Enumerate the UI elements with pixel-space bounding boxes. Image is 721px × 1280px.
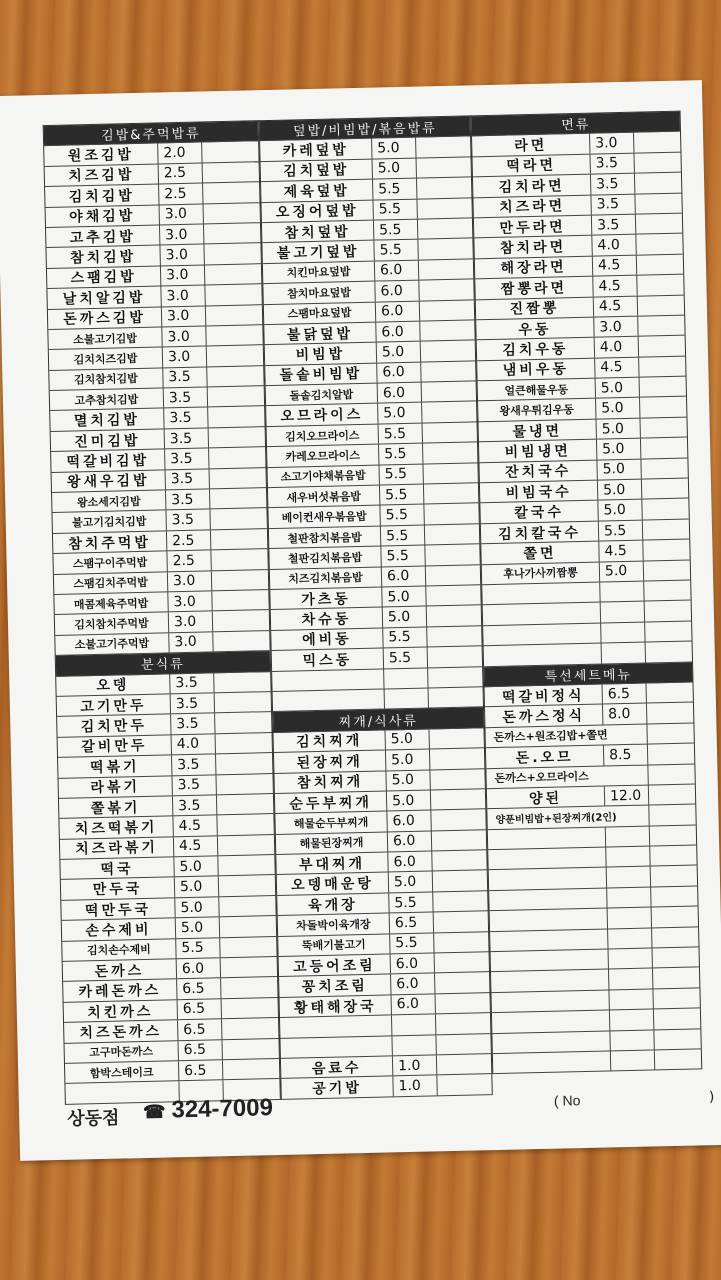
menu-item-name xyxy=(490,929,608,951)
menu-item-name xyxy=(483,603,601,625)
menu-item-price: 6.5 xyxy=(603,683,647,703)
menu-item-name: 해물된장찌개 xyxy=(276,832,388,854)
menu-item-name: 야채김밥 xyxy=(46,205,160,227)
menu-item-name: 우동 xyxy=(476,318,594,340)
menu-item-price: 3.5 xyxy=(165,428,209,448)
menu-item-name xyxy=(492,1031,610,1053)
menu-item-name: 라면 xyxy=(472,134,590,156)
menu-item-name: 참치덮밥 xyxy=(262,221,374,243)
menu-item-price: 6.0 xyxy=(375,260,419,280)
menu-item-price: 4.5 xyxy=(173,816,217,836)
menu-item-name: 해장라면 xyxy=(475,256,593,278)
menu-item-name: 고기만두 xyxy=(57,694,171,716)
menu-item-name: 된장찌개 xyxy=(274,751,386,773)
menu-item-price: 5.0 xyxy=(597,439,641,459)
menu-item-price: 5.5 xyxy=(379,464,423,484)
menu-item-name: 얼큰해물우동 xyxy=(478,379,596,401)
menu-item-price: 5.0 xyxy=(600,561,644,581)
menu-item-name: 치즈라면 xyxy=(473,195,591,217)
menu-item-name: 진짬뽕 xyxy=(476,297,594,319)
menu-item-name: 오뎅매운탕 xyxy=(277,873,389,895)
menu-column-1 xyxy=(43,120,281,1104)
menu-item-price: 5.0 xyxy=(598,480,642,500)
menu-item-price xyxy=(384,668,428,688)
menu-item-price: 6.0 xyxy=(177,958,221,978)
menu-item-price: 6.5 xyxy=(179,1060,223,1080)
menu-item-name: 참치김밥 xyxy=(46,246,160,268)
menu-item-price: 3.0 xyxy=(160,204,204,224)
menu-item-name xyxy=(280,1016,392,1038)
menu-item-price: 5.5 xyxy=(374,240,418,260)
menu-item-price: 6.0 xyxy=(382,566,426,586)
menu-item-name: 돈까스김밥 xyxy=(48,307,162,329)
menu-item-name: 카레돈까스 xyxy=(63,980,177,1002)
menu-item-price: 5.5 xyxy=(379,423,423,443)
menu-item-price: 6.0 xyxy=(376,301,420,321)
menu-item-price: 3.0 xyxy=(161,265,205,285)
menu-item-name: 치킨마요덮밥 xyxy=(263,261,375,283)
menu-item-price xyxy=(601,602,645,622)
menu-item-price: 5.0 xyxy=(372,138,416,158)
menu-item-price: 3.0 xyxy=(169,632,213,652)
menu-row xyxy=(281,1075,491,1100)
menu-item-price: 3.5 xyxy=(166,469,210,489)
menu-item-price: 4.5 xyxy=(174,836,218,856)
menu-item-name: 참치찌개 xyxy=(274,771,386,793)
store-name: 상동점 xyxy=(67,1107,120,1129)
menu-item-name: 칼국수 xyxy=(480,501,598,523)
menu-item-price: 4.5 xyxy=(593,255,637,275)
menu-item-price: 5.0 xyxy=(383,607,427,627)
menu-item-name xyxy=(488,827,606,849)
menu-item-price: 3.5 xyxy=(170,673,214,693)
menu-item-price: 6.0 xyxy=(375,281,419,301)
menu-item-price: 5.0 xyxy=(598,500,642,520)
menu-item-name: 물냉면 xyxy=(479,419,597,441)
menu-item-price: 5.5 xyxy=(380,485,424,505)
menu-item-price: 4.5 xyxy=(593,276,637,296)
menu-item-name: 쫄면 xyxy=(481,542,599,564)
menu-item-name: 믹스동 xyxy=(272,649,384,671)
menu-item-price: 5.0 xyxy=(597,459,641,479)
menu-item-price xyxy=(611,1050,655,1070)
menu-item-name: 김치치즈김밥 xyxy=(49,348,163,370)
menu-item-price: 5.5 xyxy=(373,179,417,199)
menu-item-price xyxy=(607,887,651,907)
menu-item-name: 불닭덮밥 xyxy=(264,322,376,344)
menu-item-name: 베이컨새우볶음밥 xyxy=(268,506,380,528)
menu-item-name: 고구마돈까스 xyxy=(65,1041,179,1063)
menu-item-name: 고등어조림 xyxy=(279,954,391,976)
menu-item-name: 손수제비 xyxy=(62,919,176,941)
menu-item-name: 김치참치주먹밥 xyxy=(55,613,169,635)
menu-item-price xyxy=(609,948,653,968)
menu-item-price xyxy=(608,908,652,928)
menu-item-name: 치즈김치볶음밥 xyxy=(270,567,382,589)
menu-item-name: 불고기덮밥 xyxy=(262,241,374,263)
menu-item-price: 3.5 xyxy=(164,387,208,407)
menu-item-price: 5.0 xyxy=(175,897,219,917)
menu-item-price: 5.5 xyxy=(374,220,418,240)
menu-item-name: 육개장 xyxy=(277,893,389,915)
menu-item-price: 6.5 xyxy=(177,979,221,999)
menu-item-price: 5.0 xyxy=(596,418,640,438)
menu-item-price: 3.5 xyxy=(590,153,634,173)
menu-item-price: 5.5 xyxy=(390,933,434,953)
menu-item-name xyxy=(492,1011,610,1033)
menu-item-price xyxy=(601,622,645,642)
menu-item-price: 6.5 xyxy=(390,913,434,933)
menu-item-price: 6.5 xyxy=(178,1040,222,1060)
menu-item-price: 5.5 xyxy=(381,546,425,566)
menu-row xyxy=(493,1049,701,1074)
menu-item-name: 고추김밥 xyxy=(46,225,160,247)
menu-item-name: 카레덮밥 xyxy=(260,139,372,161)
menu-item-name: 비빔국수 xyxy=(480,481,598,503)
menu-item-name: 냄비우동 xyxy=(477,358,595,380)
menu-item-price: 2.5 xyxy=(167,551,211,571)
menu-item-price: 2.5 xyxy=(159,163,203,183)
menu-item-price: 4.5 xyxy=(594,296,638,316)
menu-item-price: 3.0 xyxy=(168,591,212,611)
menu-item-name: 가츠동 xyxy=(270,587,382,609)
menu-item-name: 공기밥 xyxy=(281,1077,393,1099)
menu-item-name: 철판김치볶음밥 xyxy=(269,547,381,569)
menu-item-price: 4.0 xyxy=(172,734,216,754)
menu-item-name: 잔치국수 xyxy=(479,460,597,482)
menu-item-price: 5.5 xyxy=(599,520,643,540)
menu-item-price: 6.5 xyxy=(178,999,222,1019)
menu-item-name: 소불고기김밥 xyxy=(48,327,162,349)
menu-item-price: 3.5 xyxy=(164,408,208,428)
menu-item-price: 3.5 xyxy=(171,714,215,734)
menu-item-price: 4.0 xyxy=(595,337,639,357)
menu-item-price: 3.0 xyxy=(169,612,213,632)
section-title: 면류 xyxy=(561,117,591,134)
menu-item-price: 5.0 xyxy=(385,729,429,749)
section-title: 김밥&주먹밥류 xyxy=(101,126,201,144)
menu-item-name: 치즈라볶기 xyxy=(60,837,174,859)
menu-item-name: 비빔밥 xyxy=(265,343,377,365)
menu-item-name xyxy=(491,990,609,1012)
menu-item-name xyxy=(272,669,384,691)
phone-text: 324-7009 xyxy=(171,1094,274,1124)
menu-item-name: 왕소세지김밥 xyxy=(52,490,166,512)
menu-item-name: 김치찌개 xyxy=(274,730,386,752)
menu-column-3 xyxy=(471,111,703,1075)
menu-item-price: 5.5 xyxy=(384,648,428,668)
menu-item-price: 5.5 xyxy=(379,444,423,464)
menu-item-name: 참치라면 xyxy=(474,236,592,258)
menu-item-name: 오뎅 xyxy=(56,674,170,696)
order-number-label: ( No xyxy=(553,1092,581,1109)
menu-item-name xyxy=(484,644,602,666)
menu-item-price xyxy=(606,847,650,867)
menu-item-price: 4.5 xyxy=(599,541,643,561)
menu-item-name: 만두라면 xyxy=(474,216,592,238)
menu-item-name: 김치만두 xyxy=(57,715,171,737)
menu-item-name: 오므라이스 xyxy=(266,404,378,426)
menu-item-price: 6.0 xyxy=(392,994,436,1014)
menu-item-name: 고추참치김밥 xyxy=(50,388,164,410)
menu-item-price: 3.0 xyxy=(163,347,207,367)
menu-item-name: 차슈동 xyxy=(271,608,383,630)
menu-item-name: 갈비만두 xyxy=(58,735,172,757)
menu-item-price xyxy=(607,867,651,887)
menu-item-price: 5.0 xyxy=(378,403,422,423)
menu-item-name: 뚝배기불고기 xyxy=(278,934,390,956)
menu-item-price: 3.5 xyxy=(166,510,210,530)
menu-item-name: 차돌박이육개장 xyxy=(278,914,390,936)
menu-item-name: 새우버섯볶음밥 xyxy=(268,486,380,508)
menu-item-name: 매콤제육주먹밥 xyxy=(54,592,168,614)
menu-item-name: 만두국 xyxy=(61,878,175,900)
menu-item-name: 김치우동 xyxy=(477,338,595,360)
menu-item-name xyxy=(280,1036,392,1058)
menu-item-name: 짬뽕라면 xyxy=(475,277,593,299)
menu-item-name: 해물순두부찌개 xyxy=(275,812,387,834)
menu-item-name xyxy=(491,949,609,971)
menu-item-name: 양푼비빔밥+된장찌개(2인) xyxy=(487,806,649,829)
menu-item-name xyxy=(489,868,607,890)
menu-item-name: 참치주먹밥 xyxy=(53,531,167,553)
menu-item-price: 5.0 xyxy=(373,158,417,178)
section-title: 분식류 xyxy=(140,657,185,674)
menu-item-name: 황태해장국 xyxy=(280,995,392,1017)
menu-item-price: 5.5 xyxy=(383,627,427,647)
menu-item-name: 돈까스+원조김밥+쫄면 xyxy=(485,724,647,747)
menu-item-name: 에비동 xyxy=(271,628,383,650)
menu-item-price xyxy=(600,582,644,602)
menu-item-price: 5.5 xyxy=(373,199,417,219)
menu-item-price: 3.5 xyxy=(172,775,216,795)
menu-item-price: 6.5 xyxy=(178,1019,222,1039)
menu-item-name: 돈까스 xyxy=(63,959,177,981)
menu-item-price: 5.0 xyxy=(377,342,421,362)
menu-item-name: 치즈돈까스 xyxy=(64,1020,178,1042)
menu-item-name: 꽁치조림 xyxy=(279,975,391,997)
menu-item-price: 3.5 xyxy=(592,215,636,235)
menu-item-price: 5.0 xyxy=(596,398,640,418)
menu-item-name xyxy=(273,689,385,711)
menu-item-name: 스팸구이주먹밥 xyxy=(53,552,167,574)
menu-item-name xyxy=(493,1051,611,1073)
menu-item-name: 돈.오므 xyxy=(486,746,604,768)
menu-item-price: 3.0 xyxy=(160,224,204,244)
menu-item-name: 김치손수제비 xyxy=(62,939,176,961)
menu-item-name: 부대찌개 xyxy=(276,853,388,875)
menu-item-price: 5.0 xyxy=(386,770,430,790)
section-title: 특선세트메뉴 xyxy=(544,667,633,685)
menu-item-price: 2.0 xyxy=(158,143,202,163)
menu-item-price: 3.0 xyxy=(590,133,634,153)
menu-item-name: 카레오므라이스 xyxy=(267,445,379,467)
menu-item-price xyxy=(385,688,429,708)
menu-item-price: 8.5 xyxy=(604,745,648,765)
menu-item-name: 오징어덮밥 xyxy=(261,200,373,222)
menu-item-price: 6.0 xyxy=(388,831,432,851)
menu-item-price: 3.0 xyxy=(162,326,206,346)
menu-item-name: 돈까스+오므라이스 xyxy=(486,765,648,788)
menu-item-price xyxy=(610,1010,654,1030)
menu-item-name: 치킨까스 xyxy=(64,1000,178,1022)
menu-item-name: 김치참치김밥 xyxy=(49,368,163,390)
menu-item-name: 돌솥김치알밥 xyxy=(266,384,378,406)
menu-item-price: 5.0 xyxy=(389,872,433,892)
menu-item-name: 김치칼국수 xyxy=(481,521,599,543)
menu-item-price: 6.0 xyxy=(376,321,420,341)
menu-item-price xyxy=(392,1015,436,1035)
menu-item-name: 참치마요덮밥 xyxy=(263,282,375,304)
menu-item-price: 12.0 xyxy=(605,785,649,805)
menu-item-price: 5.0 xyxy=(176,918,220,938)
menu-item-price: 3.0 xyxy=(160,245,204,265)
menu-item-name: 음료수 xyxy=(281,1056,393,1078)
menu-item-name: 함박스테이크 xyxy=(65,1061,179,1083)
menu-item-price: 4.0 xyxy=(592,235,636,255)
menu-sheet xyxy=(0,80,721,1161)
menu-item-name: 날치알김밥 xyxy=(47,287,161,309)
menu-item-name: 김치오므라이스 xyxy=(267,424,379,446)
menu-item-price: 1.0 xyxy=(393,1055,437,1075)
menu-item-price: 5.0 xyxy=(382,586,426,606)
menu-item-name: 떡볶기 xyxy=(58,755,172,777)
menu-column-2 xyxy=(259,115,493,1099)
phone-number xyxy=(143,1094,273,1125)
menu-item-name: 진미김밥 xyxy=(51,429,165,451)
menu-item-name xyxy=(482,583,600,605)
menu-item-price: 5.0 xyxy=(174,856,218,876)
menu-item-price xyxy=(610,1030,654,1050)
menu-item-name: 돈까스정식 xyxy=(485,705,603,727)
menu-item-price: 3.5 xyxy=(166,489,210,509)
menu-item-name: 떡만두국 xyxy=(61,898,175,920)
order-number-close: ) xyxy=(708,1089,715,1106)
menu-item-name: 떡갈비김밥 xyxy=(51,450,165,472)
menu-item-price xyxy=(608,928,652,948)
menu-item-price: 5.5 xyxy=(389,892,433,912)
menu-item-name: 후나가사끼짬뽕 xyxy=(482,562,600,584)
menu-item-name: 떡국 xyxy=(60,857,174,879)
menu-item-price: 5.5 xyxy=(380,505,424,525)
menu-item-price: 6.0 xyxy=(378,383,422,403)
menu-item-name: 양된 xyxy=(487,786,605,808)
menu-item-name: 순두부찌개 xyxy=(275,791,387,813)
menu-item-price: 3.0 xyxy=(594,317,638,337)
section-title: 찌개/식사류 xyxy=(338,713,419,731)
menu-item-price: 5.5 xyxy=(176,938,220,958)
menu-item-name: 제육덮밥 xyxy=(261,180,373,202)
menu-item-name: 불고기김치김밥 xyxy=(52,511,166,533)
menu-item-price: 5.0 xyxy=(386,750,430,770)
menu-item-price: 5.0 xyxy=(387,790,431,810)
menu-item-price: 3.5 xyxy=(173,795,217,815)
menu-item-name: 김치김밥 xyxy=(45,185,159,207)
menu-item-name: 원조김밥 xyxy=(44,144,158,166)
menu-item-name: 떡갈비정식 xyxy=(485,684,603,706)
menu-item-price xyxy=(606,826,650,846)
menu-item-price xyxy=(392,1035,436,1055)
menu-item-name: 비빔냉면 xyxy=(479,440,597,462)
menu-item-price: 6.0 xyxy=(391,953,435,973)
menu-item-name xyxy=(490,909,608,931)
menu-item-price: 3.5 xyxy=(171,693,215,713)
menu-item-price xyxy=(609,969,653,989)
menu-item-price: 3.5 xyxy=(591,194,635,214)
menu-item-name: 떡라면 xyxy=(473,154,591,176)
menu-item-name: 라볶기 xyxy=(59,776,173,798)
menu-item-name xyxy=(483,623,601,645)
menu-item-price: 5.0 xyxy=(175,877,219,897)
menu-item-price: 3.5 xyxy=(163,367,207,387)
menu-item-name: 치즈떡볶기 xyxy=(59,817,173,839)
menu-item-price: 1.0 xyxy=(393,1076,437,1096)
menu-item-name: 스팸김치주먹밥 xyxy=(54,572,168,594)
menu-item-name: 김치라면 xyxy=(473,175,591,197)
menu-item-price xyxy=(602,643,646,663)
menu-item-price: 3.5 xyxy=(172,754,216,774)
menu-item-price: 3.5 xyxy=(165,449,209,469)
menu-item-name: 왕새우김밥 xyxy=(52,470,166,492)
menu-item-price: 4.5 xyxy=(595,357,639,377)
menu-item-price: 6.0 xyxy=(388,852,432,872)
menu-item-price: 2.5 xyxy=(159,184,203,204)
menu-item-price: 3.0 xyxy=(168,571,212,591)
menu-item-price: 6.0 xyxy=(387,811,431,831)
menu-item-price xyxy=(609,989,653,1009)
menu-item-name xyxy=(489,888,607,910)
menu-item-price: 6.0 xyxy=(391,974,435,994)
menu-item-name: 왕새우튀김우동 xyxy=(478,399,596,421)
menu-item-price: 5.5 xyxy=(381,525,425,545)
menu-item-name: 김치덮밥 xyxy=(261,159,373,181)
menu-item-price: 3.5 xyxy=(591,174,635,194)
telephone-icon: ☎ xyxy=(142,1101,166,1123)
menu-item-name xyxy=(488,848,606,870)
menu-item-name: 철판참치볶음밥 xyxy=(269,526,381,548)
menu-item-price: 3.0 xyxy=(162,306,206,326)
section-title: 덮밥/비빔밥/볶음밥류 xyxy=(292,121,437,140)
menu-item-name: 돌솥비빔밥 xyxy=(265,363,377,385)
menu-item-name: 치즈김밥 xyxy=(45,164,159,186)
menu-item-name: 스팸김밥 xyxy=(47,266,161,288)
menu-item-price: 6.0 xyxy=(377,362,421,382)
menu-item-name: 소불고기주먹밥 xyxy=(55,633,169,655)
menu-item-name xyxy=(491,970,609,992)
menu-item-price: 5.0 xyxy=(596,378,640,398)
menu-item-name: 스팸마요덮밥 xyxy=(264,302,376,324)
menu-item-name: 쫄볶기 xyxy=(59,796,173,818)
menu-item-price: 8.0 xyxy=(603,704,647,724)
menu-item-name: 멸치김밥 xyxy=(50,409,164,431)
menu-item-price: 3.0 xyxy=(161,286,205,306)
menu-item-name: 소고기야채볶음밥 xyxy=(268,465,380,487)
menu-item-price: 2.5 xyxy=(167,530,211,550)
